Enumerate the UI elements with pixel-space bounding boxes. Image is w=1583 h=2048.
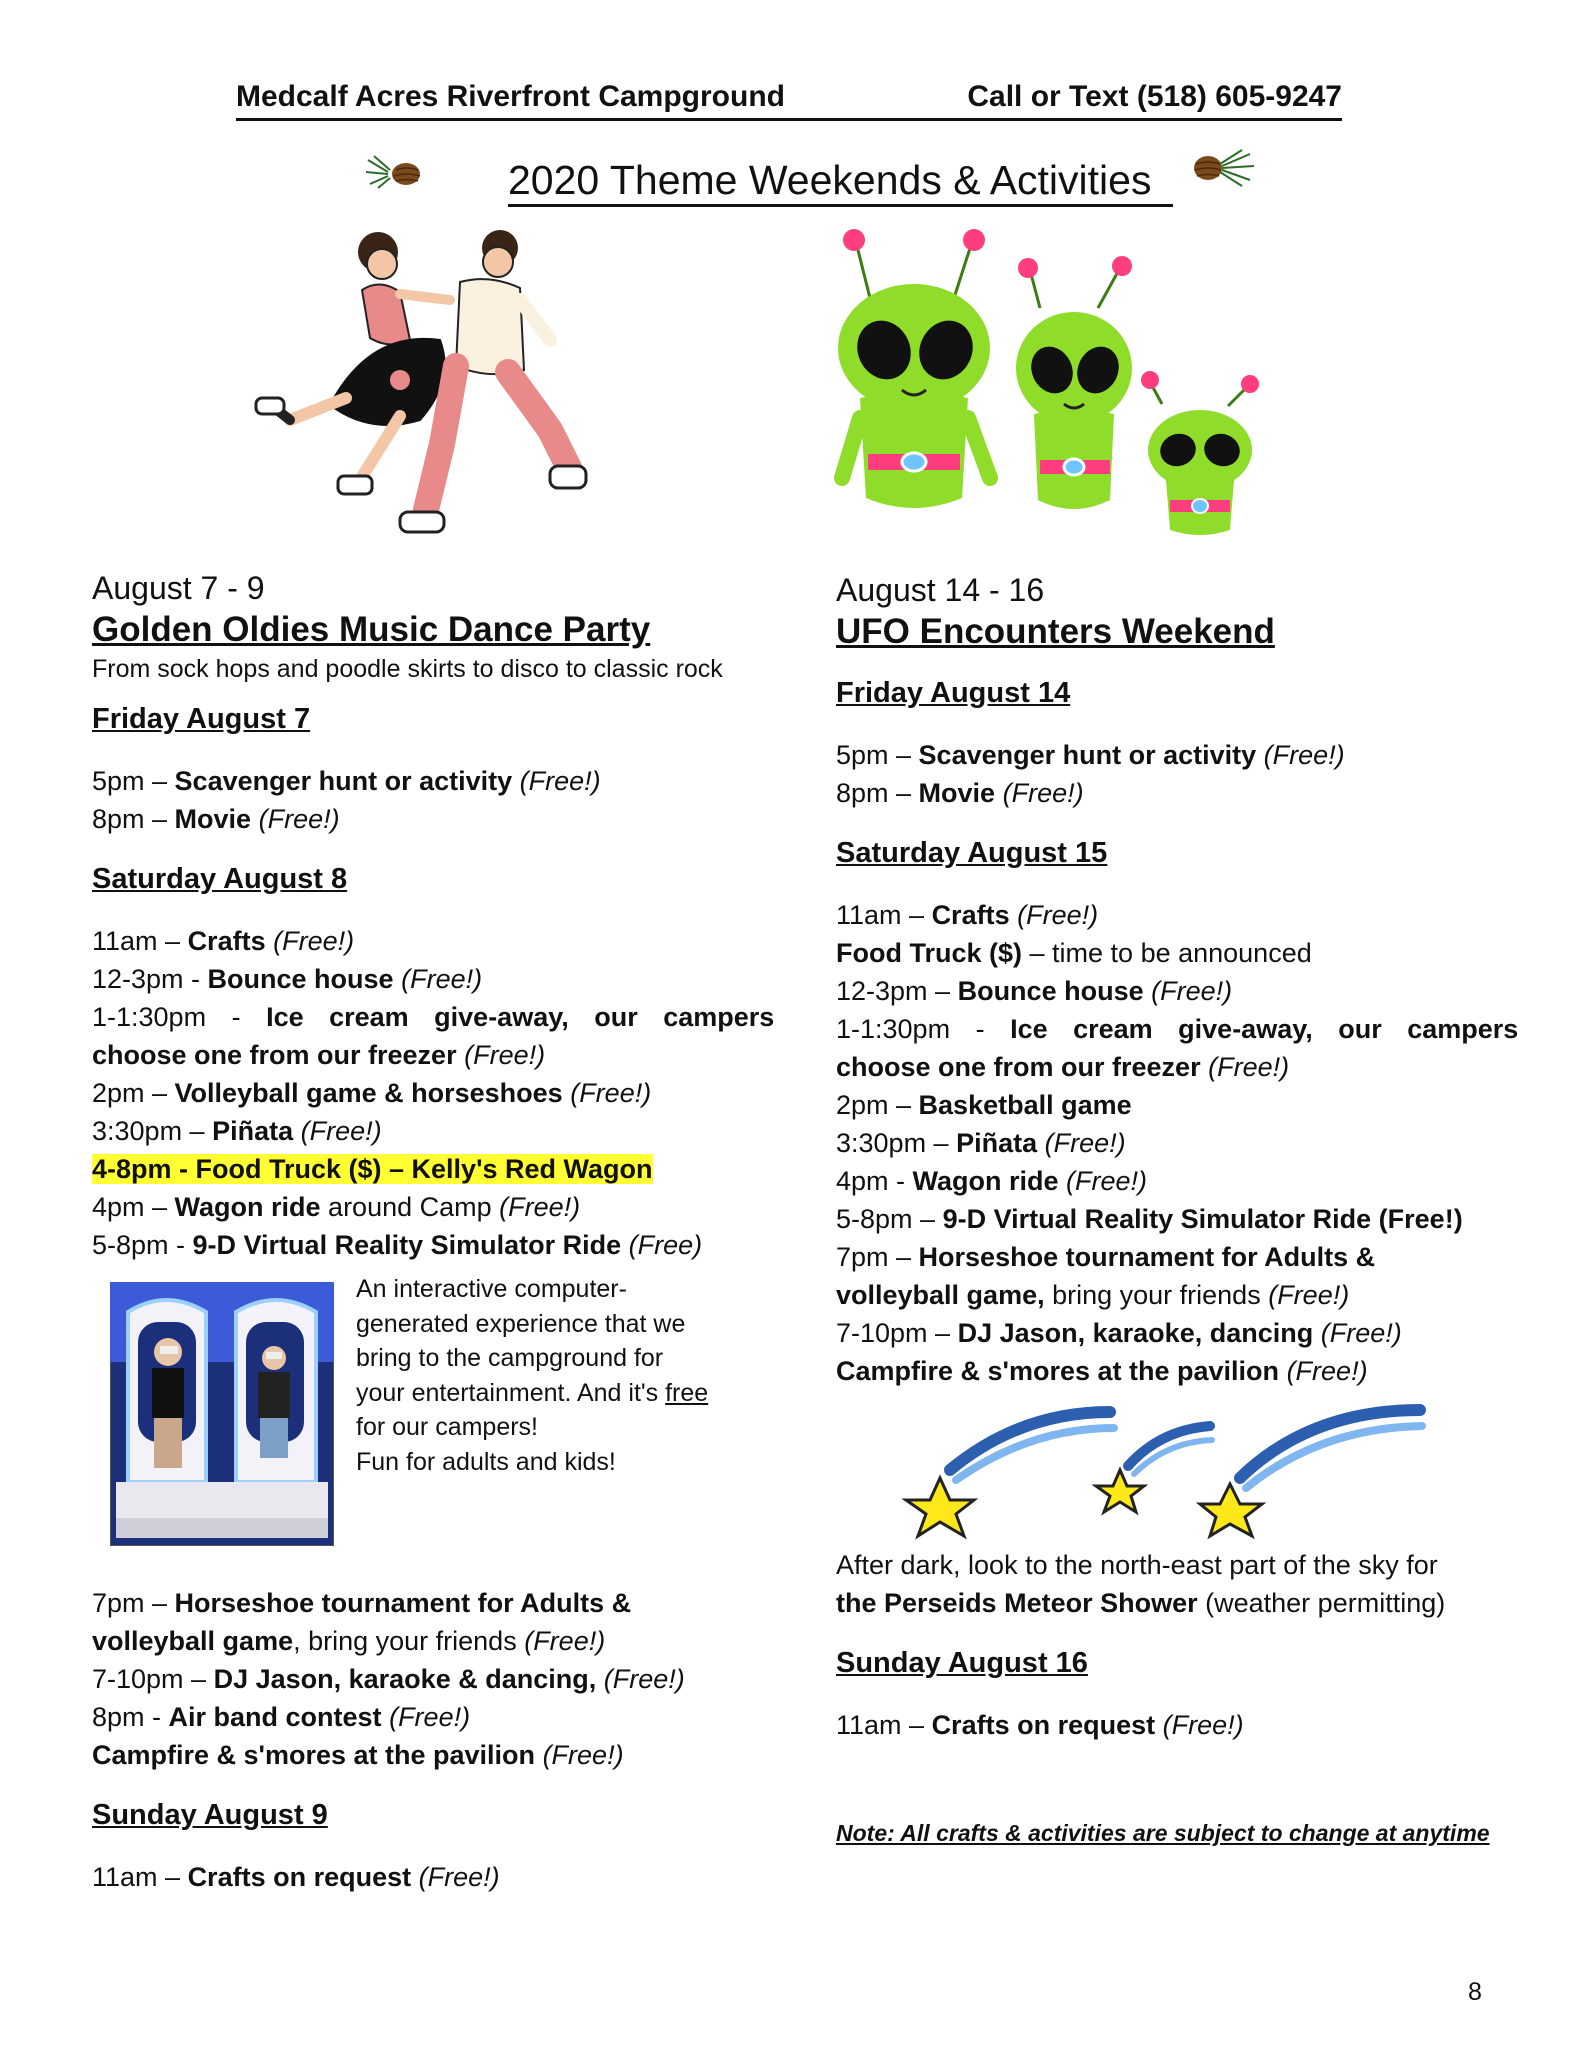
day-heading-sunday: Sunday August 16	[836, 1647, 1088, 1679]
page-number: 8	[1468, 1978, 1482, 2006]
schedule-item-cont: choose one from our freezer (Free!)	[92, 1040, 546, 1070]
day-heading-friday: Friday August 7	[92, 703, 311, 735]
disclaimer-note: Note: All crafts & activities are subject to change at anytime	[836, 1820, 1490, 1846]
meteor-text: After dark, look to the north-east part of the sky for	[836, 1550, 1438, 1580]
vr-description-line: generated experience that we	[356, 1309, 686, 1338]
schedule-item: 11am – Crafts on request (Free!)	[92, 1862, 500, 1892]
schedule-item: 12-3pm – Bounce house (Free!)	[836, 976, 1233, 1006]
schedule-item: 7pm – Horseshoe tournament for Adults &	[836, 1242, 1376, 1272]
schedule-item: Campfire & s'mores at the pavilion (Free!)	[92, 1740, 624, 1770]
schedule-item: 5pm – Scavenger hunt or activity (Free!)	[836, 740, 1345, 770]
vr-description-line: your entertainment. And it's free	[356, 1378, 709, 1407]
vr-description-line: for our campers!	[356, 1413, 539, 1441]
day-heading-sunday: Sunday August 9	[92, 1799, 328, 1831]
vr-description	[356, 1272, 708, 1479]
event-theme: Golden Oldies Music Dance Party	[92, 610, 651, 649]
meteor-text: the Perseids Meteor Shower (weather permitting)	[836, 1588, 1446, 1618]
schedule-item: 8pm – Movie (Free!)	[836, 778, 1084, 808]
schedule-item: 2pm – Volleyball game & horseshoes (Free!)	[92, 1078, 652, 1108]
pinecone-icon	[1188, 146, 1256, 194]
schedule-item: 7-10pm – DJ Jason, karaoke, dancing (Free!)	[836, 1318, 1402, 1348]
schedule-item: 12-3pm - Bounce house (Free!)	[92, 964, 483, 994]
schedule-item: 8pm - Air band contest (Free!)	[92, 1702, 471, 1732]
aliens-illustration	[830, 228, 1270, 538]
schedule-item: 1-1:30pm - Ice cream give-away, our campers	[836, 1014, 1519, 1044]
schedule-item: 7-10pm – DJ Jason, karaoke & dancing, (Free!)	[92, 1664, 685, 1694]
day-heading-saturday: Saturday August 8	[92, 863, 348, 895]
vr-description-line: An interactive computer-	[356, 1275, 627, 1303]
schedule-item: 11am – Crafts (Free!)	[92, 926, 355, 956]
food-truck-highlight: 4-8pm - Food Truck ($) – Kelly's Red Wagon	[92, 1154, 653, 1184]
schedule-item: 7pm – Horseshoe tournament for Adults &	[92, 1588, 632, 1618]
schedule-item: Food Truck ($) – time to be announced	[836, 938, 1312, 968]
schedule-item: 4pm - Wagon ride (Free!)	[836, 1166, 1148, 1196]
schedule-item-cont: volleyball game, bring your friends (Free!)	[836, 1280, 1350, 1310]
event-dates: August 7 - 9	[92, 570, 265, 606]
schedule-item-cont: choose one from our freezer (Free!)	[836, 1052, 1290, 1082]
shooting-stars-illustration	[890, 1400, 1450, 1540]
schedule-item: 5-8pm – 9-D Virtual Reality Simulator Ride (Free!)	[836, 1204, 1463, 1234]
schedule-item: 5-8pm - 9-D Virtual Reality Simulator Ride (Free)	[92, 1230, 703, 1260]
schedule-item: 5pm – Scavenger hunt or activity (Free!)	[92, 766, 601, 796]
schedule-item: 2pm – Basketball game	[836, 1090, 1132, 1120]
left-column-lower	[92, 1584, 752, 1896]
day-heading-friday: Friday August 14	[836, 677, 1071, 709]
pinecone-icon	[364, 150, 428, 194]
schedule-item: 3:30pm – Piñata (Free!)	[836, 1128, 1126, 1158]
dancing-couple-illustration	[250, 230, 590, 550]
event-theme: UFO Encounters Weekend	[836, 612, 1275, 651]
schedule-item: Campfire & s'mores at the pavilion (Free!)	[836, 1356, 1368, 1386]
right-column-lower	[836, 1546, 1496, 1744]
vr-description-line: Fun for adults and kids!	[356, 1447, 616, 1476]
left-column	[92, 568, 775, 1264]
phone-contact: Call or Text (518) 605-9247	[967, 80, 1342, 113]
schedule-item: 11am – Crafts (Free!)	[836, 900, 1099, 930]
schedule-item: 11am – Crafts on request (Free!)	[836, 1710, 1244, 1740]
schedule-item-cont: volleyball game, bring your friends (Free!)	[92, 1626, 606, 1656]
page-header	[236, 76, 1342, 121]
campground-name: Medcalf Acres Riverfront Campground	[236, 80, 785, 113]
event-dates: August 14 - 16	[836, 572, 1045, 608]
event-tagline: From sock hops and poodle skirts to disco to classic rock	[92, 655, 723, 683]
schedule-item: 3:30pm – Piñata (Free!)	[92, 1116, 382, 1146]
right-column	[836, 570, 1519, 1390]
schedule-item: 8pm – Movie (Free!)	[92, 804, 340, 834]
vr-description-line: bring to the campground for	[356, 1344, 664, 1372]
page-title: 2020 Theme Weekends & Activities	[508, 156, 1173, 207]
schedule-item: 1-1:30pm - Ice cream give-away, our campers	[92, 1002, 775, 1032]
vr-ride-photo	[110, 1282, 334, 1546]
day-heading-saturday: Saturday August 15	[836, 837, 1108, 869]
schedule-item: 4pm – Wagon ride around Camp (Free!)	[92, 1192, 581, 1222]
